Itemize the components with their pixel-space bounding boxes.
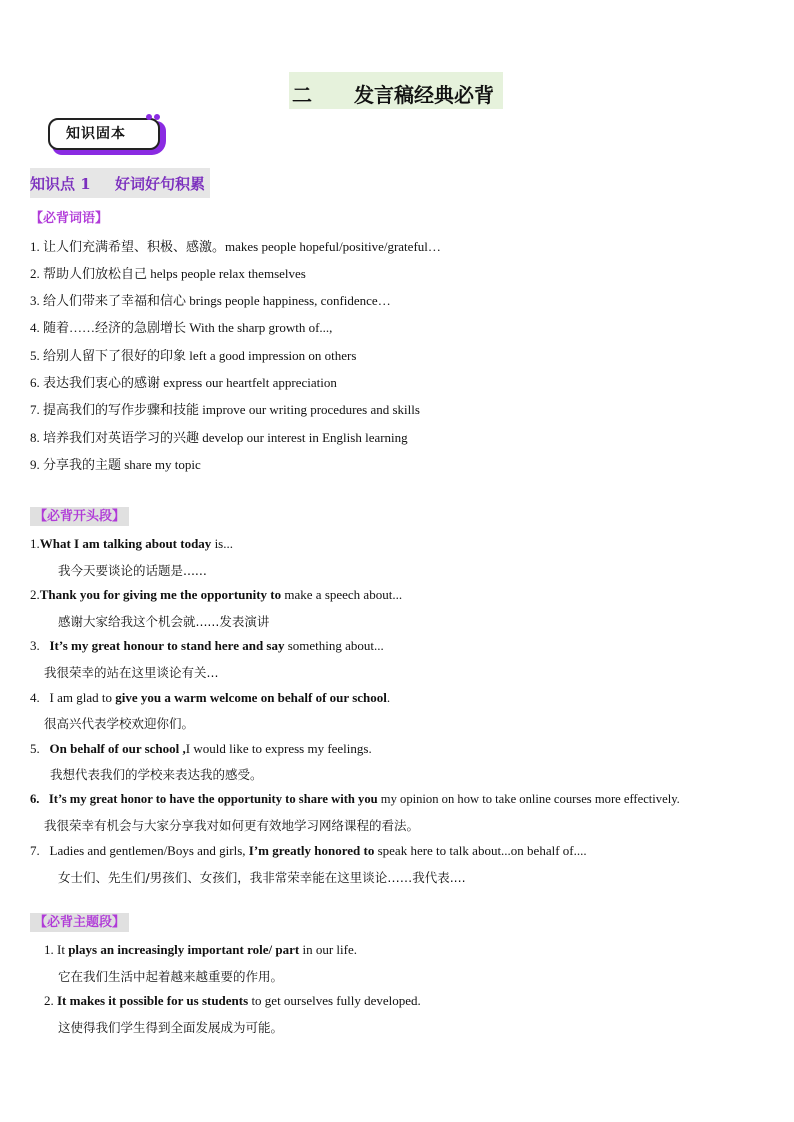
vocab-heading: 【必背词语】 — [30, 211, 109, 226]
opening-heading: 【必背开头段】 — [30, 505, 129, 524]
opening-item: 5. On behalf of our school ,I would like to express my feelings. — [30, 741, 372, 756]
vocab-item: 7. 提高我们的写作步骤和技能 improve our writing procedures and skills — [30, 402, 420, 417]
opening-item: 2.Thank you for giving me the opportunity to make a speech about... — [30, 587, 403, 602]
vocab-item: 4. 随着……经济的急剧增长 With the sharp growth of..., — [30, 320, 333, 335]
opening-translation: 我很荣幸有机会与大家分享我对如何更有效地学习网络课程的看法。 — [44, 818, 420, 833]
theme-item: 2. It makes it possible for us students to get ourselves fully developed. — [44, 993, 421, 1008]
vocab-item: 9. 分享我的主题 share my topic — [30, 457, 201, 472]
binder-ring-icon — [146, 114, 152, 120]
opening-item: 1.What I am talking about today is... — [30, 536, 233, 551]
binder-ring-icon — [154, 114, 160, 120]
section-tag — [46, 116, 170, 162]
vocab-item: 1. 让人们充满希望、积极、感激。makes people hopeful/positive/grateful… — [30, 239, 441, 254]
theme-translation: 这使得我们学生得到全面发展成为可能。 — [58, 1020, 284, 1035]
theme-translation: 它在我们生活中起着越来越重要的作用。 — [58, 969, 284, 984]
opening-translation: 我想代表我们的学校来表达我的感受。 — [50, 767, 263, 782]
opening-translation: 我今天要谈论的话题是...... — [58, 563, 207, 578]
opening-item: 7. Ladies and gentlemen/Boys and girls, I’m greatly honored to speak here to talk about...on behalf of.... — [30, 843, 587, 858]
vocab-item: 6. 表达我们衷心的感谢 express our heartfelt appreciation — [30, 375, 337, 390]
opening-translation: 很高兴代表学校欢迎你们。 — [44, 716, 195, 731]
opening-translation: 女士们、先生们/男孩们、女孩们，我非常荣幸能在这里谈论……我代表.... — [58, 870, 466, 885]
theme-item: 1. It plays an increasingly important role/ part in our life. — [44, 942, 357, 957]
vocab-item: 2. 帮助人们放松自己 helps people relax themselves — [30, 266, 306, 281]
opening-item: 3. It’s my great honour to stand here and say something about... — [30, 638, 384, 653]
page-title: 发言稿经典必背 — [354, 83, 494, 107]
vocab-item: 5. 给别人留下了很好的印象 left a good impression on others — [30, 348, 357, 363]
opening-item: 4. I am glad to give you a warm welcome on behalf of our school. — [30, 690, 391, 705]
knowledge-point-title: 好词好句积累 — [115, 175, 206, 193]
knowledge-point-label: 知识点 1 — [30, 175, 91, 193]
tag-label: 知识固本 — [48, 118, 160, 150]
opening-item: 6. It’s my great honor to have the opportunity to share with you my opinion on how to take online courses more effectively. — [30, 792, 680, 806]
opening-translation: 我很荣幸的站在这里谈论有关... — [44, 665, 219, 680]
vocab-item: 3. 给人们带来了幸福和信心 brings people happiness, confidence… — [30, 293, 391, 308]
theme-heading: 【必背主题段】 — [30, 911, 129, 930]
opening-translation: 感谢大家给我这个机会就......发表演讲 — [58, 614, 270, 629]
vocab-item: 8. 培养我们对英语学习的兴趣 develop our interest in English learning — [30, 430, 408, 445]
title-number: 二 — [292, 83, 313, 107]
